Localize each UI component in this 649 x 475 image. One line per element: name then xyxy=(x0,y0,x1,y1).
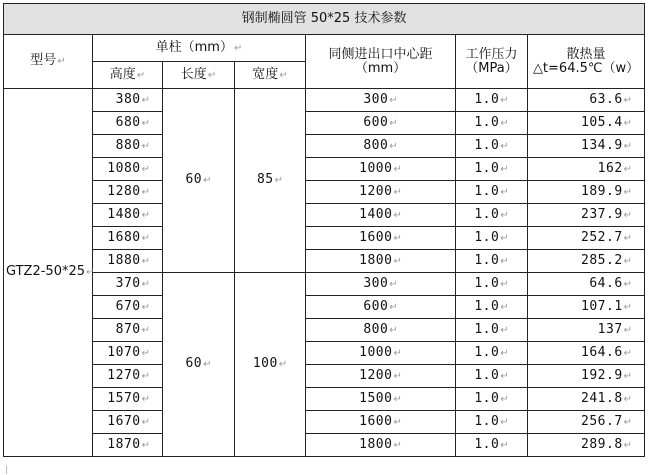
pressure-cell: 1.0↵ xyxy=(456,365,528,388)
center-distance-cell: 1400↵ xyxy=(306,204,456,227)
height-cell: 1880↵ xyxy=(93,250,163,273)
center-distance-cell: 1600↵ xyxy=(306,411,456,434)
center-distance-cell: 600↵ xyxy=(306,112,456,135)
heat-output-cell: 285.2↵ xyxy=(528,250,645,273)
width-cell: 85↵ xyxy=(235,89,306,273)
height-cell: 670↵ xyxy=(93,296,163,319)
table-row xyxy=(4,89,645,112)
header-length: 长度↵ xyxy=(163,62,235,89)
center-distance-cell: 800↵ xyxy=(306,135,456,158)
spec-table xyxy=(3,3,645,457)
heat-output-cell: 134.9↵ xyxy=(528,135,645,158)
table-row xyxy=(4,434,645,457)
pressure-cell: 1.0↵ xyxy=(456,181,528,204)
center-distance-cell: 1200↵ xyxy=(306,365,456,388)
height-cell: 1270↵ xyxy=(93,365,163,388)
heat-output-cell: 63.6↵ xyxy=(528,89,645,112)
center-distance-cell: 800↵ xyxy=(306,319,456,342)
pressure-cell: 1.0↵ xyxy=(456,158,528,181)
pressure-cell: 1.0↵ xyxy=(456,227,528,250)
heat-output-cell: 252.7↵ xyxy=(528,227,645,250)
table-row xyxy=(4,273,645,296)
pressure-cell: 1.0↵ xyxy=(456,388,528,411)
height-cell: 380↵ xyxy=(93,89,163,112)
pressure-cell: 1.0↵ xyxy=(456,319,528,342)
center-distance-cell: 1000↵ xyxy=(306,342,456,365)
table-row xyxy=(4,112,645,135)
pressure-cell: 1.0↵ xyxy=(456,204,528,227)
height-cell: 1070↵ xyxy=(93,342,163,365)
table-row xyxy=(4,227,645,250)
table-row xyxy=(4,319,645,342)
height-cell: 680↵ xyxy=(93,112,163,135)
table-row xyxy=(4,365,645,388)
header-model: 型号↵ xyxy=(4,35,93,89)
heat-output-cell: 137↵ xyxy=(528,319,645,342)
heat-output-cell: 289.8↵ xyxy=(528,434,645,457)
center-distance-cell: 300↵ xyxy=(306,273,456,296)
length-cell: 60↵ xyxy=(163,273,235,457)
length-cell: 60↵ xyxy=(163,89,235,273)
header-heat-output: 散热量 △t=64.5℃（w） xyxy=(528,35,645,89)
header-center-distance: 同侧进出口中心距 （mm） xyxy=(306,35,456,89)
center-distance-cell: 300↵ xyxy=(306,89,456,112)
heat-output-cell: 64.6↵ xyxy=(528,273,645,296)
header-single-column: 单柱（mm）↵ xyxy=(93,35,306,62)
model-cell: GTZ2-50*25↵ xyxy=(4,89,93,457)
heat-output-cell: 192.9↵ xyxy=(528,365,645,388)
width-cell: 100↵ xyxy=(235,273,306,457)
heat-output-cell: 189.9↵ xyxy=(528,181,645,204)
heat-output-cell: 241.8↵ xyxy=(528,388,645,411)
table-row xyxy=(4,158,645,181)
heat-output-cell: 256.7↵ xyxy=(528,411,645,434)
pressure-cell: 1.0↵ xyxy=(456,135,528,158)
table-row xyxy=(4,135,645,158)
heat-output-cell: 237.9↵ xyxy=(528,204,645,227)
height-cell: 870↵ xyxy=(93,319,163,342)
center-distance-cell: 600↵ xyxy=(306,296,456,319)
header-working-pressure: 工作压力 （MPa） xyxy=(456,35,528,89)
center-distance-cell: 1800↵ xyxy=(306,434,456,457)
height-cell: 1870↵ xyxy=(93,434,163,457)
table-row xyxy=(4,250,645,273)
height-cell: 1680↵ xyxy=(93,227,163,250)
table-row xyxy=(4,181,645,204)
height-cell: 1080↵ xyxy=(93,158,163,181)
center-distance-cell: 1000↵ xyxy=(306,158,456,181)
pressure-cell: 1.0↵ xyxy=(456,296,528,319)
pressure-cell: 1.0↵ xyxy=(456,342,528,365)
heat-output-cell: 107.1↵ xyxy=(528,296,645,319)
height-cell: 880↵ xyxy=(93,135,163,158)
center-distance-cell: 1600↵ xyxy=(306,227,456,250)
height-cell: 1480↵ xyxy=(93,204,163,227)
table-row xyxy=(4,342,645,365)
pressure-cell: 1.0↵ xyxy=(456,411,528,434)
heat-output-cell: 164.6↵ xyxy=(528,342,645,365)
page-corner-mark xyxy=(6,466,7,474)
table-row xyxy=(4,204,645,227)
heat-output-cell: 162↵ xyxy=(528,158,645,181)
heat-output-cell: 105.4↵ xyxy=(528,112,645,135)
table-title: 钢制椭圆管 50*25 技术参数 xyxy=(4,4,645,35)
pressure-cell: 1.0↵ xyxy=(456,89,528,112)
height-cell: 1670↵ xyxy=(93,411,163,434)
height-cell: 1570↵ xyxy=(93,388,163,411)
pressure-cell: 1.0↵ xyxy=(456,112,528,135)
pressure-cell: 1.0↵ xyxy=(456,250,528,273)
center-distance-cell: 1800↵ xyxy=(306,250,456,273)
table-row xyxy=(4,388,645,411)
height-cell: 370↵ xyxy=(93,273,163,296)
center-distance-cell: 1200↵ xyxy=(306,181,456,204)
pressure-cell: 1.0↵ xyxy=(456,273,528,296)
header-height: 高度↵ xyxy=(93,62,163,89)
pressure-cell: 1.0↵ xyxy=(456,434,528,457)
table-row xyxy=(4,411,645,434)
table-row xyxy=(4,296,645,319)
header-width: 宽度↵ xyxy=(235,62,306,89)
center-distance-cell: 1500↵ xyxy=(306,388,456,411)
height-cell: 1280↵ xyxy=(93,181,163,204)
